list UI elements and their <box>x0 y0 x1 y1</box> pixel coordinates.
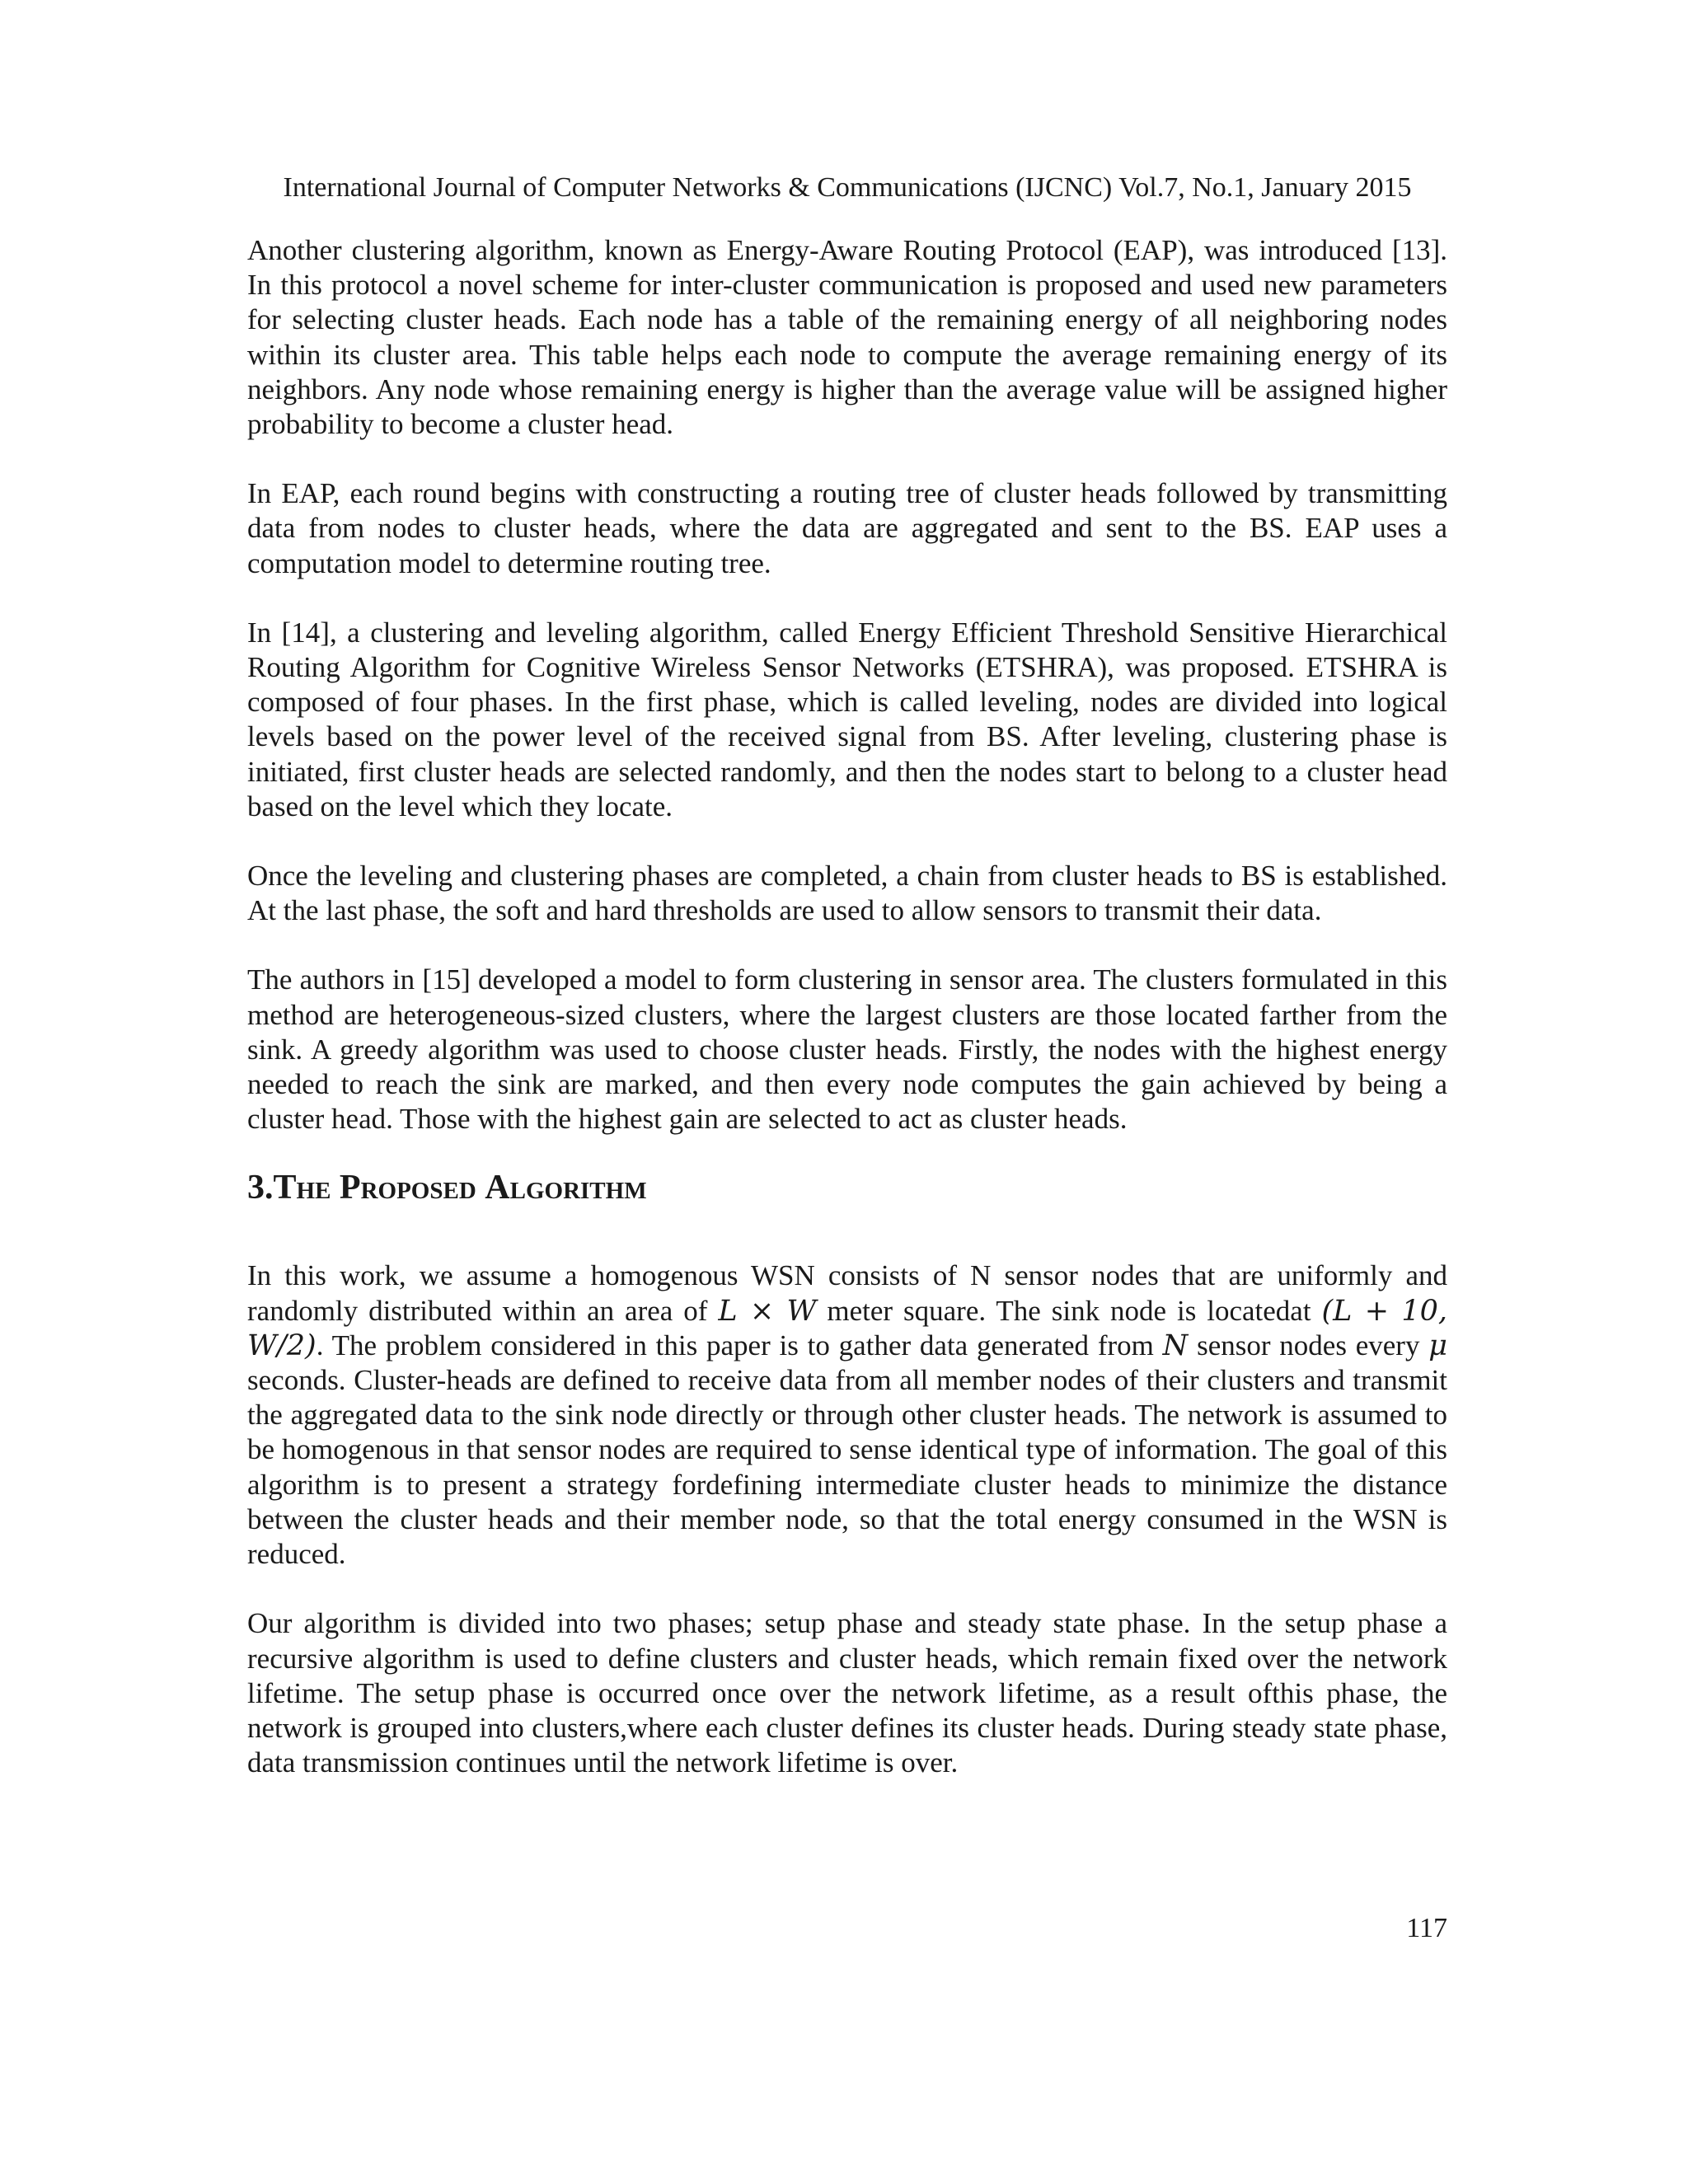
paragraph-eap-intro: Another clustering algorithm, known as Energy-Aware Routing Protocol (EAP), was introduced [13]. In this protocol a novel scheme for inter-cluster communication is proposed and used new parameters for selecting cluster heads. Each node has a table of the remaining energy of all neighboring nodes within its cluster area. This table helps each node to compute the average remaining energy of its neighbors. Any node whose remaining energy is higher than the average value will be assigned higher probability to become a cluster head. <box>247 234 1447 441</box>
system-model-text-3: . The problem considered in this paper is to gather data generated from <box>316 1329 1163 1361</box>
paragraph-phases: Our algorithm is divided into two phases; setup phase and steady state phase. In the setup phase a recursive algorithm is used to define clusters and cluster heads, which remain fixed over the network lifetime. The setup phase is occurred once over the network lifetime, as a result ofthis phase, the network is grouped into clusters,where each cluster defines its cluster heads. During steady state phase, data transmission continues until the network lifetime is over. <box>247 1607 1447 1779</box>
section-heading <box>247 1165 1447 1211</box>
paragraph-leveling-chain: Once the leveling and clustering phases are completed, a chain from cluster heads to BS is established. At the last phase, the soft and hard thresholds are used to allow sensors to transmit their data. <box>247 860 1447 927</box>
section-number: 3. <box>247 1169 274 1207</box>
paragraph-eap-round: In EAP, each round begins with constructing a routing tree of cluster heads followed by transmitting data from nodes to cluster heads, where the data are aggregated and sent to the BS. EAP uses a computation model to determine routing tree. <box>247 477 1447 579</box>
system-model-text-2: meter square. The sink node is locatedat <box>816 1294 1322 1327</box>
system-model-text-5: seconds. Cluster-heads are defined to receive data from all member nodes of their clusters and transmit the aggregated data to the sink node directly or through other cluster heads. The network is assumed to be homogenous in that sensor nodes are required to sense identical type of information. The goal of this algorithm is to present a strategy fordefining intermediate cluster heads to minimize the distance between the cluster heads and their member node, so that the total energy consumed in the WSN is reduced. <box>247 1364 1447 1571</box>
paragraph-heterogeneous-clusters: The authors in [15] developed a model to form clustering in sensor area. The clusters formulated in this method are heterogeneous-sized clusters, where the largest clusters are those located farther from the sink. A greedy algorithm was used to choose cluster heads. Firstly, the nodes with the highest energy needed to reach the sink are marked, and then every node computes the gain achieved by being a cluster head. Those with the highest gain are selected to act as cluster heads. <box>247 963 1447 1136</box>
section-title-rest-2: roposed <box>360 1169 485 1207</box>
paragraph-system-model <box>247 1258 1447 1572</box>
math-n: N <box>1162 1329 1189 1362</box>
system-model-text-1: In this work, we assume a homogenous WSN consists of N sensor nodes that are uniformly and randomly distributed within an area of <box>247 1259 1447 1327</box>
math-mu: μ <box>1428 1329 1448 1362</box>
system-model-text-4: sensor nodes every <box>1188 1329 1429 1361</box>
math-area: L × W <box>718 1294 817 1328</box>
section-title-initial-2: P <box>339 1169 361 1207</box>
section-title-rest-3: lgorithm <box>509 1169 647 1207</box>
section-title-rest-1: he <box>296 1169 340 1207</box>
page-body <box>247 233 1447 1780</box>
page-number: 117 <box>1406 1913 1447 1943</box>
section-title-initial-3: A <box>485 1169 510 1207</box>
paragraph-etshra: In [14], a clustering and leveling algorithm, called Energy Efficient Threshold Sensitive Hierarchical Routing Algorithm for Cognitive Wireless Sensor Networks (ETSHRA), was proposed. ETSHRA is composed of four phases. In the first phase, which is called leveling, nodes are divided into logical levels based on the power level of the received signal from BS. After leveling, clustering phase is initiated, first cluster heads are selected randomly, and then the nodes start to belong to a cluster head based on the level which they locate. <box>247 616 1447 823</box>
running-header: International Journal of Computer Networks & Communications (IJCNC) Vol.7, No.1, January 2015 <box>283 172 1412 203</box>
math-sink-location: (L + 10, W/2) <box>247 1294 1447 1362</box>
section-title-initial-1: T <box>273 1169 297 1207</box>
